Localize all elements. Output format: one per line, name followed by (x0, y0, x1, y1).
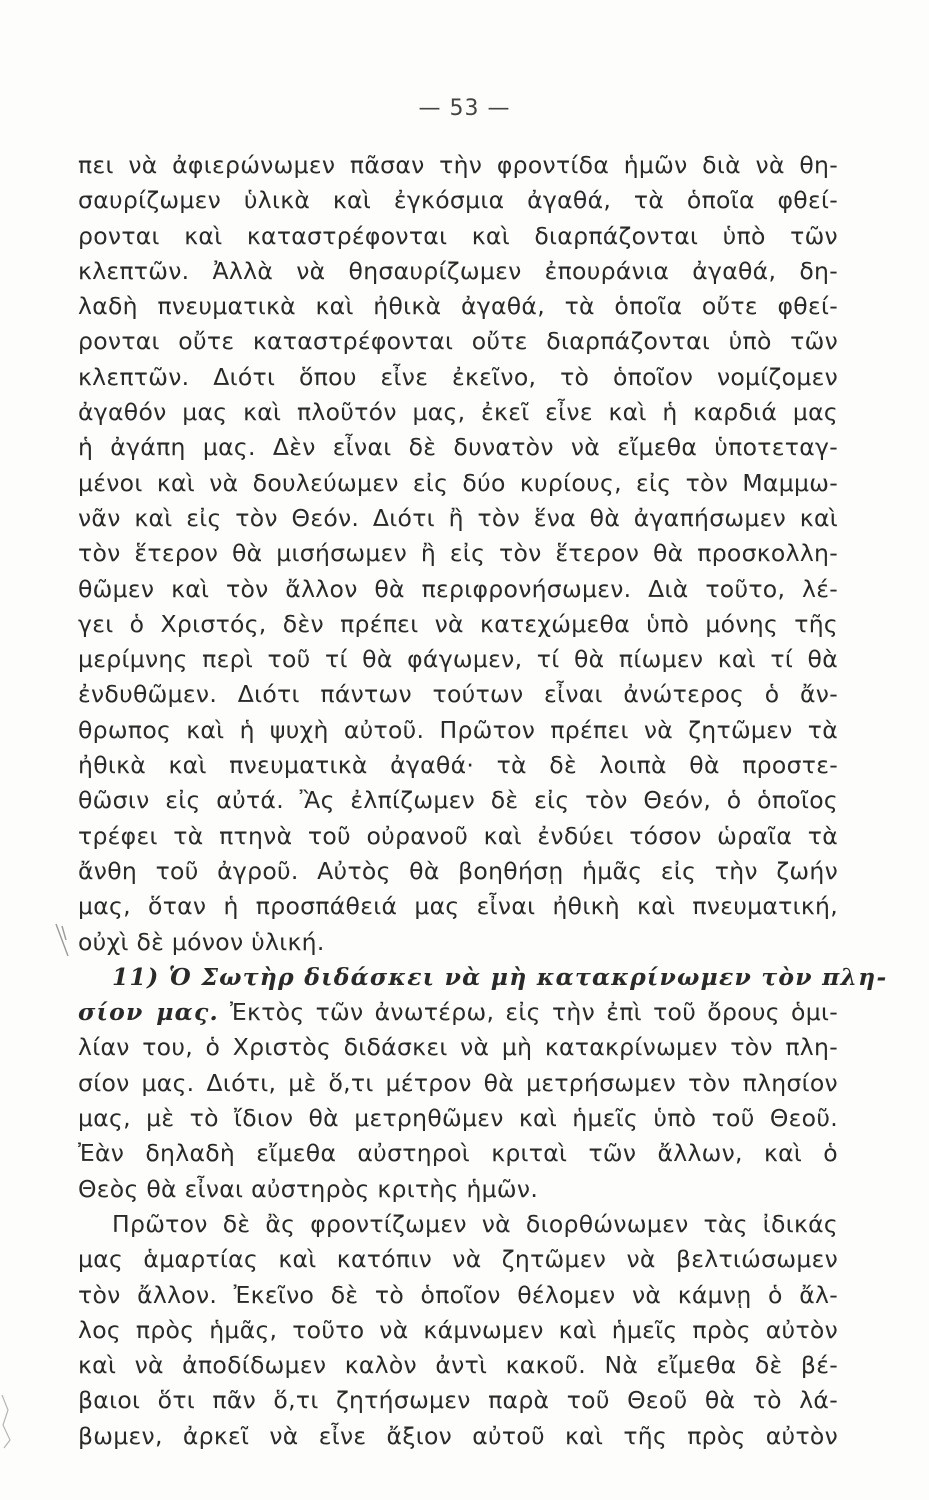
text-line: τὸν ἕτερον θὰ μισήσωμεν ἢ εἰς τὸν ἕτερον θὰ προσκολλη- (78, 539, 838, 568)
text-line: Ἐκτὸς τῶν ἀνωτέρω, εἰς τὴν ἐπὶ τοῦ ὄρους ὁμι- (218, 998, 839, 1027)
text-line: ρονται οὔτε καταστρέφονται οὔτε διαρπάζονται ὑπὸ τῶν (78, 327, 838, 356)
text-line: ἄνθη τοῦ ἀγροῦ. Αὐτὸς θὰ βοηθήσῃ ἡμᾶς εἰς τὴν ζωήν (78, 856, 838, 885)
text-line: πει νὰ ἀφιερώνωμεν πᾶσαν τὴν φροντίδα ἡμῶν διὰ νὰ θη- (78, 151, 838, 179)
text-line: Πρῶτον δὲ ἂς φροντίζωμεν νὰ διορθώνωμεν τὰς ἰδικάς (112, 1209, 838, 1238)
text-line: ἡ ἀγάπη μας. Δὲν εἶναι δὲ δυνατὸν νὰ εἴμεθα ὑποτεταγ- (78, 433, 838, 462)
section-heading-continuation (78, 995, 838, 1030)
text-line: μένοι καὶ νὰ δουλεύωμεν εἰς δύο κυρίους, εἰς τὸν Μαμμω- (78, 468, 838, 497)
body-text (78, 148, 888, 1454)
text-line: ἐνδυθῶμεν. Διότι πάντων τούτων εἶναι ἀνώτερος ὁ ἄν- (78, 680, 838, 709)
text-line: τὸν ἄλλον. Ἐκεῖνο δὲ τὸ ὁποῖον θέλομεν νὰ κάμνῃ ὁ ἄλ- (78, 1280, 838, 1309)
section-heading-end: σίον μας. (78, 998, 219, 1027)
text-line: ἠθικὰ καὶ πνευματικὰ ἀγαθά· τὰ δὲ λοιπὰ θὰ προστε- (78, 751, 838, 780)
text-line: σαυρίζωμεν ὑλικὰ καὶ ἐγκόσμια ἀγαθά, τὰ ὁποῖα φθεί- (78, 186, 838, 215)
text-line: κλεπτῶν. Ἀλλὰ νὰ θησαυρίζωμεν ἐπουράνια ἀγαθά, δη- (78, 256, 838, 285)
text-line: Ἐὰν δηλαδὴ εἴμεθα αὐστηροὶ κριταὶ τῶν ἄλλων, καὶ ὁ (78, 1139, 838, 1168)
text-line: Θεὸς θὰ εἶναι αὐστηρὸς κριτὴς ἡμῶν. (78, 1174, 539, 1203)
text-line: τρέφει τὰ πτηνὰ τοῦ οὐρανοῦ καὶ ἐνδύει τόσον ὡραῖα τὰ (78, 821, 838, 850)
page-edge-stain-icon (0, 1390, 18, 1450)
text-line: γει ὁ Χριστός, δὲν πρέπει νὰ κατεχώμεθα ὑπὸ μόνης τῆς (78, 609, 838, 638)
text-line: λος πρὸς ἡμᾶς, τοῦτο νὰ κάμνωμεν καὶ ἡμεῖς πρὸς αὐτὸν (78, 1315, 838, 1344)
text-line: θρωπος καὶ ἡ ψυχὴ αὐτοῦ. Πρῶτον πρέπει νὰ ζητῶμεν τὰ (78, 715, 838, 744)
text-line: μας, μὲ τὸ ἴδιον θὰ μετρηθῶμεν καὶ ἡμεῖς ὑπὸ τοῦ Θεοῦ. (78, 1104, 838, 1133)
text-line: θῶμεν καὶ τὸν ἄλλον θὰ περιφρονήσωμεν. Διὰ τοῦτο, λέ- (78, 574, 838, 603)
section-heading (78, 960, 888, 995)
text-line: ἀγαθόν μας καὶ πλοῦτόν μας, ἐκεῖ εἶνε καὶ ἡ καρδιά μας (78, 398, 838, 427)
text-line: νᾶν καὶ εἰς τὸν Θεόν. Διότι ἢ τὸν ἕνα θὰ ἀγαπήσωμεν καὶ (78, 503, 838, 532)
text-line: μας, ὅταν ἡ προσπάθειά μας εἶναι ἠθικὴ καὶ πνευματική, (78, 892, 838, 921)
text-line: κλεπτῶν. Διότι ὅπου εἶνε ἐκεῖνο, τὸ ὁποῖον νομίζομεν (78, 362, 838, 391)
text-line: σίον μας. Διότι, μὲ ὅ,τι μέτρον θὰ μετρήσωμεν τὸν πλησίον (78, 1068, 838, 1097)
text-line: καὶ νὰ ἀποδίδωμεν καλὸν ἀντὶ κακοῦ. Νὰ εἴμεθα δὲ βέ- (78, 1351, 838, 1380)
text-line: βωμεν, ἀρκεῖ νὰ εἶνε ἄξιον αὐτοῦ καὶ τῆς πρὸς αὐτὸν (78, 1421, 838, 1450)
text-line: θῶσιν εἰς αὐτά. Ἂς ἐλπίζωμεν δὲ εἰς τὸν Θεόν, ὁ ὁποῖος (78, 786, 838, 815)
text-line: ρονται καὶ καταστρέφονται καὶ διαρπάζονται ὑπὸ τῶν (78, 221, 838, 250)
text-line: μας ἁμαρτίας καὶ κατόπιν νὰ ζητῶμεν νὰ βελτιώσωμεν (78, 1245, 838, 1274)
page-number: — 53 — (418, 96, 511, 121)
text-line: λίαν του, ὁ Χριστὸς διδάσκει νὰ μὴ κατακρίνωμεν τὸν πλη- (78, 1033, 838, 1062)
text-line: λαδὴ πνευματικὰ καὶ ἠθικὰ ἀγαθά, τὰ ὁποῖα οὔτε φθεί- (78, 292, 838, 321)
section-heading-text: 11) Ὁ Σωτὴρ διδάσκει νὰ μὴ κατακρίνωμεν τὸν πλη- (112, 962, 888, 991)
text-line: οὐχὶ δὲ μόνον ὑλική. (78, 927, 325, 956)
text-line: μερίμνης περὶ τοῦ τί θὰ φάγωμεν, τί θὰ πίωμεν καὶ τί θὰ (78, 645, 838, 674)
text-line: βαιοι ὅτι πᾶν ὅ,τι ζητήσωμεν παρὰ τοῦ Θεοῦ θὰ τὸ λά- (78, 1386, 838, 1415)
